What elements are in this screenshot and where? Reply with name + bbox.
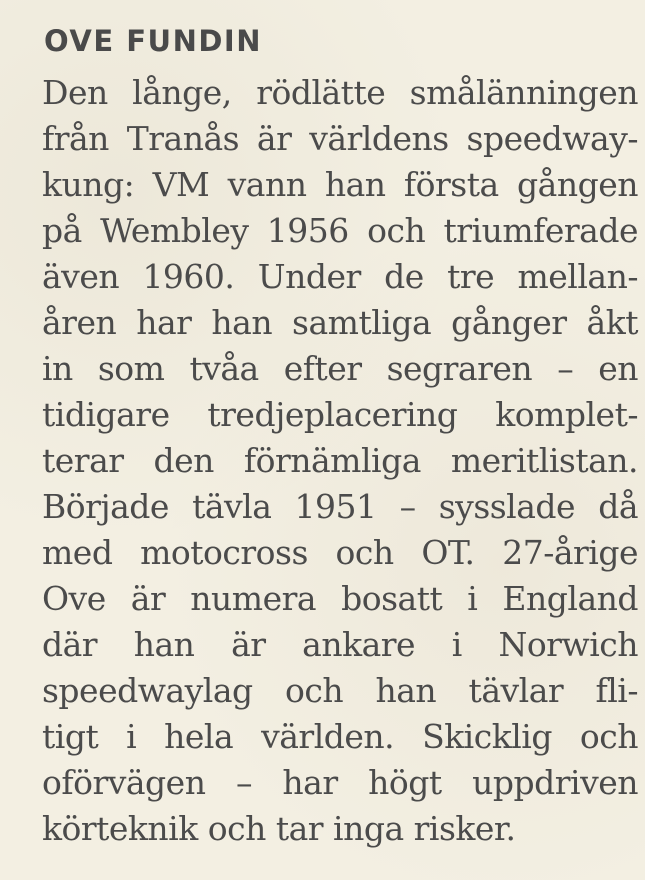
article-line: oförvägen – har högt uppdriven — [42, 763, 638, 802]
article-body — [42, 70, 638, 852]
article-heading: OVE FUNDIN — [44, 24, 262, 58]
article-line: tidigare tredjeplacering komplet- — [42, 395, 638, 434]
article-line: körteknik och tar inga risker. — [42, 809, 516, 848]
article-line: Började tävla 1951 – sysslade då — [42, 487, 638, 526]
article-line: åren har han samtliga gånger åkt — [42, 303, 638, 342]
article-line: även 1960. Under de tre mellan- — [42, 257, 638, 296]
article-line: med motocross och OT. 27-årige — [42, 533, 638, 572]
article-line: kung: VM vann han första gången — [42, 165, 638, 204]
article-line: Den långe, rödlätte smålänningen — [42, 73, 638, 112]
article-line: på Wembley 1956 och triumferade — [42, 211, 638, 250]
article-line: terar den förnämliga meritlistan. — [42, 441, 638, 480]
article-line: Ove är numera bosatt i England — [42, 579, 638, 618]
article-line: där han är ankare i Norwich — [42, 625, 638, 664]
article-line: från Tranås är världens speedway- — [42, 119, 638, 158]
article-line: speedwaylag och han tävlar fli- — [42, 671, 638, 710]
article-line: in som tvåa efter segraren – en — [42, 349, 638, 388]
article-line: tigt i hela världen. Skicklig och — [42, 717, 638, 756]
